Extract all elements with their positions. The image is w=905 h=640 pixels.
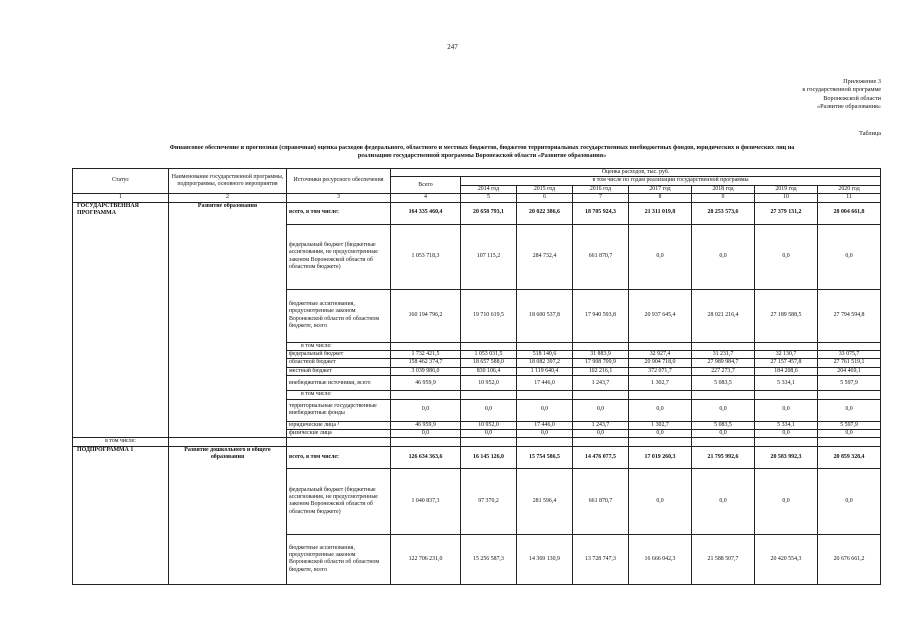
year-value-cell: 0,0 bbox=[818, 468, 881, 534]
column-number: 9 bbox=[692, 194, 755, 202]
year-value-cell: 20 904 718,0 bbox=[629, 359, 692, 367]
year-value-cell: 0,0 bbox=[755, 430, 818, 438]
title-line: реализацию государственной программы Воронежской области «Развитие образования» bbox=[357, 152, 607, 160]
appendix-line: Воронежской области bbox=[823, 94, 881, 102]
total-cell: 46 959,9 bbox=[391, 376, 461, 391]
year-value-cell: 0,0 bbox=[629, 399, 692, 421]
separator-label: в том числе: bbox=[73, 438, 169, 446]
empty-cell bbox=[629, 342, 692, 350]
year-value-cell: 27 157 457,8 bbox=[755, 359, 818, 367]
source-cell: федеральный бюджет (бюджетные ассигнования, не предусмотренные законом Воронежской области об областном бюджете) bbox=[287, 468, 391, 534]
year-value-cell: 830 106,4 bbox=[461, 367, 517, 375]
document-title bbox=[86, 144, 878, 161]
year-value-cell: 0,0 bbox=[629, 430, 692, 438]
year-value-cell: 0,0 bbox=[461, 399, 517, 421]
empty-cell bbox=[818, 342, 881, 350]
total-cell: 164 335 460,4 bbox=[391, 202, 461, 224]
source-cell: физические лица bbox=[287, 430, 391, 438]
year-value-cell: 28 253 573,6 bbox=[692, 202, 755, 224]
empty-cell bbox=[461, 391, 517, 399]
year-value-cell: 27 379 131,2 bbox=[755, 202, 818, 224]
table-label: Таблица bbox=[859, 130, 881, 137]
source-cell: юридические лица ¹ bbox=[287, 421, 391, 429]
year-value-cell: 32 927,4 bbox=[629, 351, 692, 359]
total-cell: 0,0 bbox=[391, 399, 461, 421]
total-cell: 1 040 837,3 bbox=[391, 468, 461, 534]
column-number: 10 bbox=[755, 194, 818, 202]
empty-cell bbox=[517, 342, 573, 350]
page-number: 247 bbox=[447, 43, 458, 51]
column-number: 1 bbox=[73, 194, 169, 202]
year-value-cell: 31 883,9 bbox=[573, 351, 629, 359]
year-value-cell: 31 231,7 bbox=[692, 351, 755, 359]
year-value-cell: 0,0 bbox=[755, 224, 818, 289]
year-value-cell: 21 795 992,6 bbox=[692, 446, 755, 468]
table-row bbox=[73, 446, 881, 468]
year-value-cell: 661 870,7 bbox=[573, 468, 629, 534]
empty-cell bbox=[573, 342, 629, 350]
year-value-cell: 0,0 bbox=[573, 430, 629, 438]
year-value-cell: 0,0 bbox=[629, 468, 692, 534]
empty-cell bbox=[517, 391, 573, 399]
empty-cell bbox=[517, 438, 573, 446]
empty-cell bbox=[169, 438, 287, 446]
year-value-cell: 0,0 bbox=[818, 224, 881, 289]
year-value-cell: 0,0 bbox=[818, 430, 881, 438]
year-value-cell: 20 859 328,4 bbox=[818, 446, 881, 468]
year-value-cell: 5 334,1 bbox=[755, 376, 818, 391]
total-cell: 122 706 231,0 bbox=[391, 534, 461, 584]
year-value-cell: 20 676 661,2 bbox=[818, 534, 881, 584]
name-cell: Развитие дошкольного и общего образования bbox=[169, 446, 287, 584]
source-cell: в том числе: bbox=[287, 342, 391, 350]
year-value-cell: 1 302,7 bbox=[629, 421, 692, 429]
year-value-cell: 0,0 bbox=[692, 399, 755, 421]
total-cell: 0,0 bbox=[391, 430, 461, 438]
source-cell: всего, в том числе: bbox=[287, 202, 391, 224]
year-value-cell: 0,0 bbox=[517, 399, 573, 421]
header-status: Статус bbox=[73, 169, 169, 194]
column-number: 4 bbox=[391, 194, 461, 202]
header-year: 2015 год bbox=[517, 185, 573, 193]
year-value-cell: 5 597,9 bbox=[818, 421, 881, 429]
empty-cell bbox=[692, 342, 755, 350]
year-value-cell: 281 596,4 bbox=[517, 468, 573, 534]
year-value-cell: 107 115,2 bbox=[461, 224, 517, 289]
year-value-cell: 19 710 619,5 bbox=[461, 289, 517, 342]
empty-cell bbox=[287, 438, 391, 446]
empty-cell bbox=[391, 438, 461, 446]
year-value-cell: 1 243,7 bbox=[573, 376, 629, 391]
empty-cell bbox=[461, 438, 517, 446]
status-cell: ПОДПРОГРАММА 1 bbox=[73, 446, 169, 584]
column-number: 2 bbox=[169, 194, 287, 202]
header-year: 2016 год bbox=[573, 185, 629, 193]
year-value-cell: 32 130,7 bbox=[755, 351, 818, 359]
year-value-cell: 97 370,2 bbox=[461, 468, 517, 534]
header-year: 2018 год bbox=[692, 185, 755, 193]
header-year: 2017 год bbox=[629, 185, 692, 193]
year-value-cell: 284 732,4 bbox=[517, 224, 573, 289]
empty-cell bbox=[391, 391, 461, 399]
year-value-cell: 21 588 507,7 bbox=[692, 534, 755, 584]
year-value-cell: 0,0 bbox=[755, 468, 818, 534]
appendix-line: «Развитие образования» bbox=[817, 102, 881, 110]
table-row bbox=[73, 202, 881, 224]
year-value-cell: 0,0 bbox=[573, 399, 629, 421]
appendix-note bbox=[802, 78, 881, 111]
total-cell: 160 194 796,2 bbox=[391, 289, 461, 342]
column-number: 6 bbox=[517, 194, 573, 202]
year-value-cell: 20 937 645,4 bbox=[629, 289, 692, 342]
year-value-cell: 5 334,1 bbox=[755, 421, 818, 429]
total-cell: 46 959,9 bbox=[391, 421, 461, 429]
total-cell: 1 732 421,5 bbox=[391, 351, 461, 359]
year-value-cell: 10 952,0 bbox=[461, 376, 517, 391]
year-value-cell: 518 140,6 bbox=[517, 351, 573, 359]
year-value-cell: 27 794 594,8 bbox=[818, 289, 881, 342]
year-value-cell: 5 083,5 bbox=[692, 421, 755, 429]
year-value-cell: 21 311 019,8 bbox=[629, 202, 692, 224]
year-value-cell: 17 019 260,3 bbox=[629, 446, 692, 468]
section-separator-row bbox=[73, 438, 881, 446]
year-value-cell: 17 908 709,9 bbox=[573, 359, 629, 367]
header-name: Наименование государственной программы, подпрограммы, основного мероприятия bbox=[169, 169, 287, 194]
empty-cell bbox=[461, 342, 517, 350]
year-value-cell: 17 940 593,8 bbox=[573, 289, 629, 342]
column-number: 8 bbox=[629, 194, 692, 202]
year-value-cell: 1 053 031,5 bbox=[461, 351, 517, 359]
empty-cell bbox=[573, 391, 629, 399]
year-value-cell: 0,0 bbox=[692, 224, 755, 289]
year-value-cell: 17 446,0 bbox=[517, 376, 573, 391]
source-cell: территориальные государственные внебюджетные фонды bbox=[287, 399, 391, 421]
year-value-cell: 372 071,7 bbox=[629, 367, 692, 375]
year-value-cell: 0,0 bbox=[692, 468, 755, 534]
source-cell: внебюджетные источники, всего bbox=[287, 376, 391, 391]
year-value-cell: 0,0 bbox=[755, 399, 818, 421]
header-total: Всего bbox=[391, 177, 461, 194]
year-value-cell: 227 273,7 bbox=[692, 367, 755, 375]
year-value-cell: 18 657 588,0 bbox=[461, 359, 517, 367]
year-value-cell: 28 004 661,8 bbox=[818, 202, 881, 224]
appendix-line: Приложение 3 bbox=[843, 78, 881, 85]
year-value-cell: 15 256 587,3 bbox=[461, 534, 517, 584]
year-value-cell: 0,0 bbox=[461, 430, 517, 438]
year-value-cell: 0,0 bbox=[692, 430, 755, 438]
year-value-cell: 27 189 588,5 bbox=[755, 289, 818, 342]
column-number: 3 bbox=[287, 194, 391, 202]
year-value-cell: 20 022 386,6 bbox=[517, 202, 573, 224]
year-value-cell: 0,0 bbox=[818, 399, 881, 421]
source-cell: областной бюджет bbox=[287, 359, 391, 367]
source-cell: местный бюджет bbox=[287, 367, 391, 375]
empty-cell bbox=[818, 438, 881, 446]
empty-cell bbox=[629, 391, 692, 399]
header-source: Источники ресурсного обеспечения bbox=[287, 169, 391, 194]
header-year: 2014 год bbox=[461, 185, 517, 193]
year-value-cell: 10 952,0 bbox=[461, 421, 517, 429]
total-cell: 3 039 986,0 bbox=[391, 367, 461, 375]
source-cell: в том числе: bbox=[287, 391, 391, 399]
year-value-cell: 18 082 397,2 bbox=[517, 359, 573, 367]
year-value-cell: 16 145 126,0 bbox=[461, 446, 517, 468]
source-cell: бюджетные ассигнования, предусмотренные законом Воронежской области об областном бюджете, всего bbox=[287, 534, 391, 584]
name-cell: Развитие образования bbox=[169, 202, 287, 438]
year-value-cell: 0,0 bbox=[517, 430, 573, 438]
year-value-cell: 33 075,7 bbox=[818, 351, 881, 359]
empty-cell bbox=[692, 438, 755, 446]
year-value-cell: 1 302,7 bbox=[629, 376, 692, 391]
year-value-cell: 27 989 984,7 bbox=[692, 359, 755, 367]
source-cell: федеральный бюджет bbox=[287, 351, 391, 359]
column-number: 7 bbox=[573, 194, 629, 202]
year-value-cell: 14 369 130,9 bbox=[517, 534, 573, 584]
source-cell: федеральный бюджет (бюджетные ассигнования, не предусмотренные законом Воронежской области об областном бюджете) bbox=[287, 224, 391, 289]
year-value-cell: 15 754 586,5 bbox=[517, 446, 573, 468]
header-year: 2019 год bbox=[755, 185, 818, 193]
header-year: 2020 год bbox=[818, 185, 881, 193]
year-value-cell: 0,0 bbox=[629, 224, 692, 289]
year-value-cell: 102 216,1 bbox=[573, 367, 629, 375]
source-cell: бюджетные ассигнования, предусмотренные законом Воронежской области об областном бюджете, всего bbox=[287, 289, 391, 342]
year-value-cell: 27 761 519,1 bbox=[818, 359, 881, 367]
empty-cell bbox=[755, 438, 818, 446]
year-value-cell: 17 446,0 bbox=[517, 421, 573, 429]
year-value-cell: 5 597,9 bbox=[818, 376, 881, 391]
year-value-cell: 661 870,7 bbox=[573, 224, 629, 289]
total-cell: 126 634 363,6 bbox=[391, 446, 461, 468]
status-cell: ГОСУДАРСТВЕННАЯ ПРОГРАММА bbox=[73, 202, 169, 438]
empty-cell bbox=[818, 391, 881, 399]
total-cell: 1 053 718,3 bbox=[391, 224, 461, 289]
total-cell: 158 462 374,7 bbox=[391, 359, 461, 367]
finance-table bbox=[72, 168, 881, 585]
empty-cell bbox=[755, 391, 818, 399]
year-value-cell: 20 420 554,3 bbox=[755, 534, 818, 584]
empty-cell bbox=[573, 438, 629, 446]
year-value-cell: 1 119 640,4 bbox=[517, 367, 573, 375]
year-value-cell: 28 021 216,4 bbox=[692, 289, 755, 342]
source-cell: всего, в том числе: bbox=[287, 446, 391, 468]
year-value-cell: 5 083,5 bbox=[692, 376, 755, 391]
header-by-years: в том числе по годам реализации государственной программы bbox=[461, 177, 881, 185]
appendix-line: к государственной программе bbox=[802, 86, 881, 94]
year-value-cell: 13 728 747,3 bbox=[573, 534, 629, 584]
year-value-cell: 20 658 793,1 bbox=[461, 202, 517, 224]
column-number: 5 bbox=[461, 194, 517, 202]
year-value-cell: 20 583 992,3 bbox=[755, 446, 818, 468]
year-value-cell: 16 666 042,3 bbox=[629, 534, 692, 584]
title-line: Финансовое обеспечение и прогнозная (справочная) оценка расходов федерального, областного и местных бюджетов, бюджетов территориальных государственных внебюджетных фондов, юридических и физических лиц на bbox=[169, 144, 795, 151]
year-value-cell: 18 600 537,8 bbox=[517, 289, 573, 342]
empty-cell bbox=[692, 391, 755, 399]
year-value-cell: 14 476 077,5 bbox=[573, 446, 629, 468]
header-estimate: Оценка расходов, тыс. руб. bbox=[391, 169, 881, 177]
year-value-cell: 18 705 924,3 bbox=[573, 202, 629, 224]
empty-cell bbox=[755, 342, 818, 350]
year-value-cell: 204 469,1 bbox=[818, 367, 881, 375]
year-value-cell: 1 243,7 bbox=[573, 421, 629, 429]
year-value-cell: 184 208,6 bbox=[755, 367, 818, 375]
empty-cell bbox=[391, 342, 461, 350]
empty-cell bbox=[629, 438, 692, 446]
column-number: 11 bbox=[818, 194, 881, 202]
